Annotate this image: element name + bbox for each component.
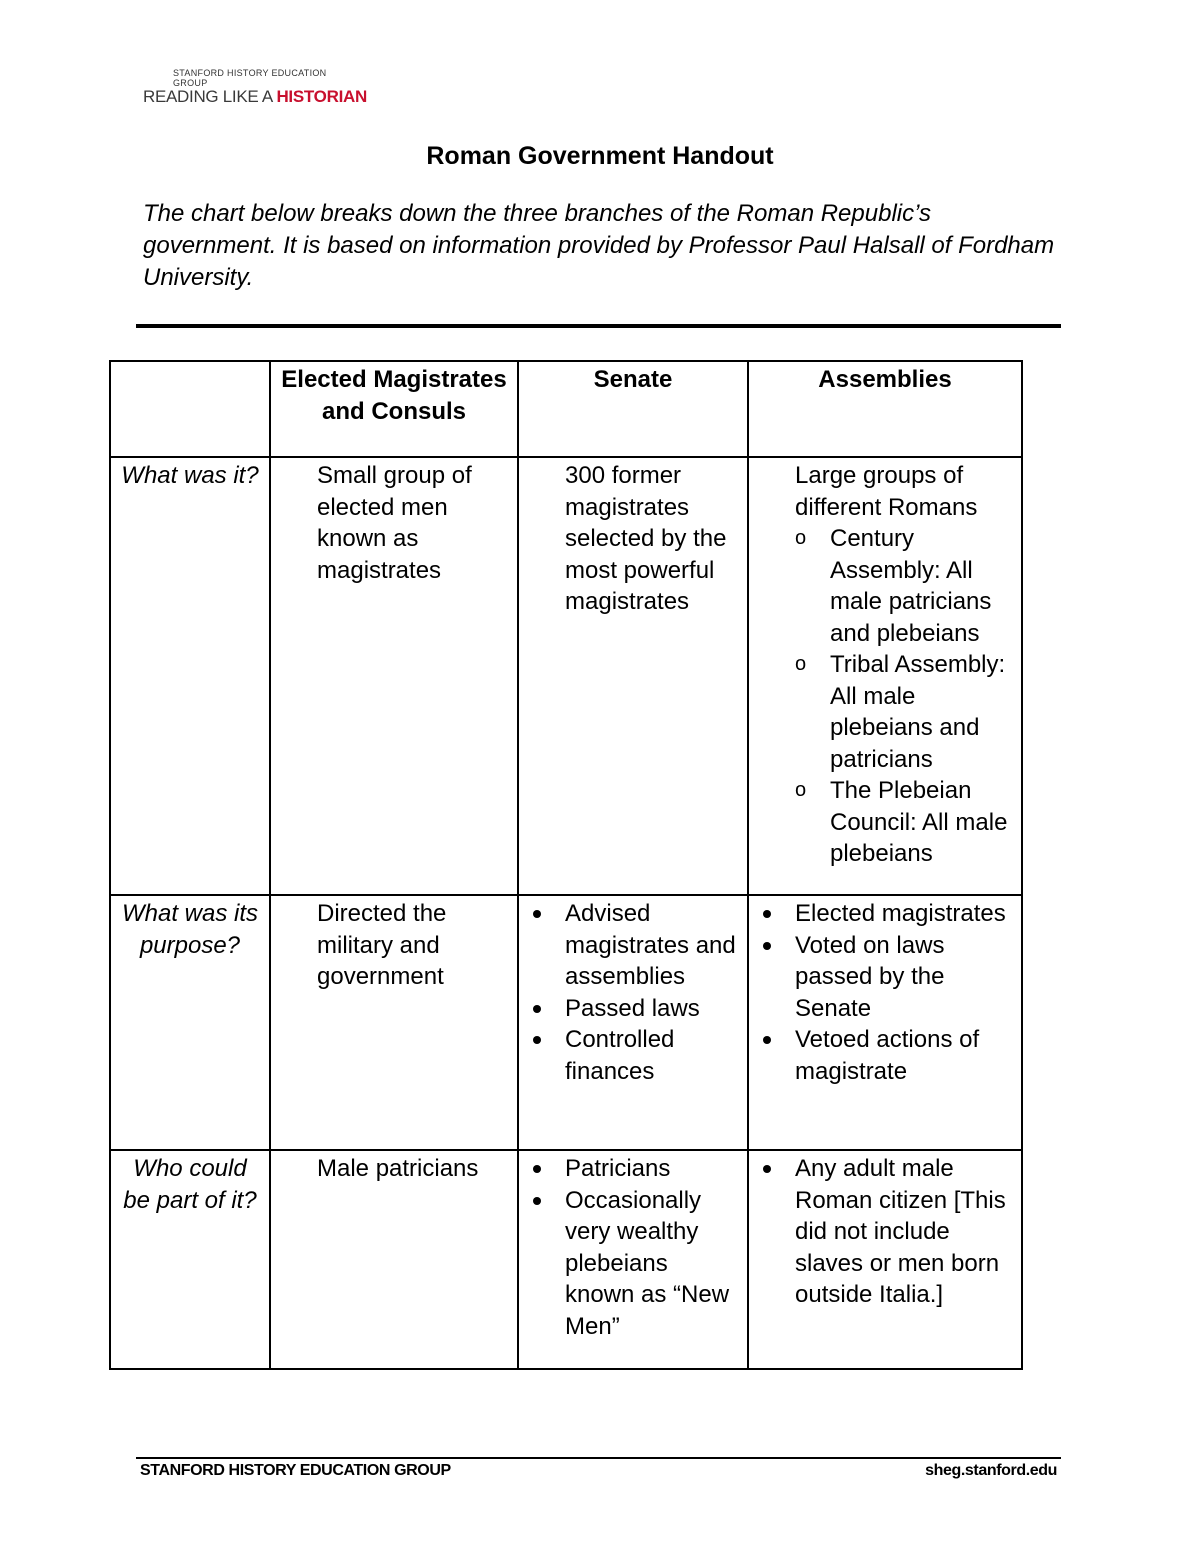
senate-bullet-list [527,898,739,1087]
cell-text: Directed the military and government [317,900,447,990]
logo-title-plain: READING LIKE A [143,87,277,106]
logo-org-name: STANFORD HISTORY EDUCATION GROUP [173,68,327,88]
header-senate: Senate [518,361,748,457]
cell-assemblies [748,895,1022,1150]
list-item: Controlled finances [527,1024,739,1087]
senate-bullet-list [527,1153,739,1342]
assemblies-sublist [757,523,1013,870]
cell-text: 300 former magistrates selected by the most powerful magistrates [565,462,727,615]
intro-paragraph: The chart below breaks down the three branches of the Roman Republic’s government. It is based on information provided by Professor Paul Halsall of Fordham University. [143,200,1055,291]
cell-assemblies [748,1150,1022,1369]
table-row [110,895,1022,1150]
header-magistrates: Elected Magistrates and Consuls [270,361,518,457]
logo-title [143,87,367,106]
cell-magistrates [270,895,518,1150]
cell-text: Male patricians [317,1155,479,1182]
cell-assemblies [748,457,1022,895]
list-item: o Century Assembly: All male patricians and plebeians [795,523,1013,649]
list-item: Vetoed actions of magistrate [757,1024,1013,1087]
table-header-row [110,361,1022,457]
government-table [109,360,1023,1370]
sheg-logo [143,68,367,106]
footer-website: sheg.stanford.edu [925,1462,1057,1479]
cell-senate [518,1150,748,1369]
assemblies-bullet-list [757,1153,1013,1311]
header-assemblies: Assemblies [748,361,1022,457]
cell-text: Large groups of different Romans [795,462,978,521]
row-label: What was its purpose? [110,895,270,1150]
list-item: o The Plebeian Council: All male plebeians [795,775,1013,870]
cell-text: Small group of elected men known as magistrates [317,462,472,584]
cell-magistrates [270,457,518,895]
list-item: Voted on laws passed by the Senate [757,930,1013,1025]
list-item: Passed laws [527,993,739,1025]
list-item: Patricians [527,1153,739,1185]
footer-org: STANFORD HISTORY EDUCATION GROUP [140,1462,451,1479]
table-row [110,457,1022,895]
list-item: Advised magistrates and assemblies [527,898,739,993]
cell-magistrates [270,1150,518,1369]
row-label: Who could be part of it? [110,1150,270,1369]
list-item: Elected magistrates [757,898,1013,930]
cell-senate [518,457,748,895]
footer-divider [136,1457,1061,1459]
page-title: Roman Government Handout [426,142,774,170]
cell-senate [518,895,748,1150]
list-item: Occasionally very wealthy plebeians known as “New Men” [527,1185,739,1343]
top-divider [136,324,1061,328]
logo-title-red: HISTORIAN [276,87,367,106]
table-row [110,1150,1022,1369]
header-cell-empty [110,361,270,457]
list-item: Any adult male Roman citizen [This did not include slaves or men born outside Italia.] [757,1153,1013,1311]
list-item: o Tribal Assembly: All male plebeians and patricians [795,649,1013,775]
assemblies-bullet-list [757,898,1013,1087]
row-label: What was it? [110,457,270,895]
